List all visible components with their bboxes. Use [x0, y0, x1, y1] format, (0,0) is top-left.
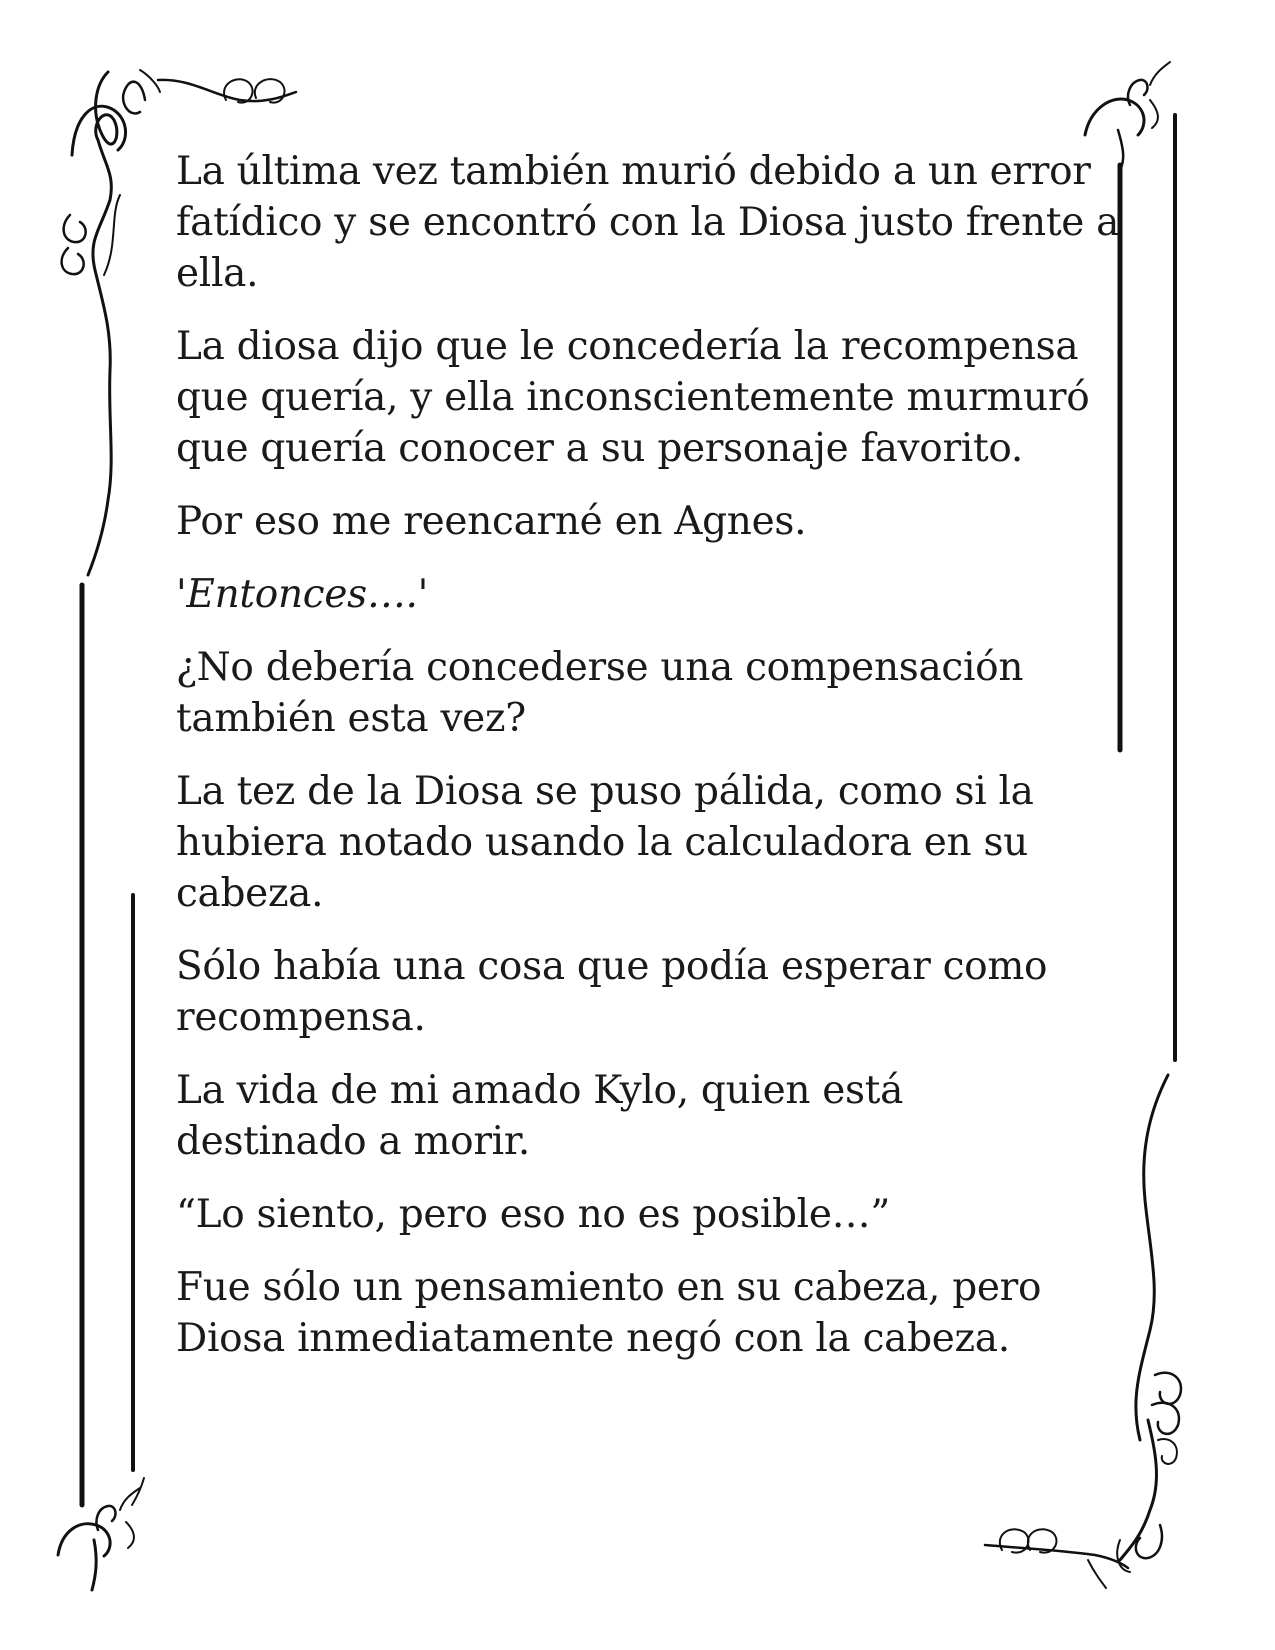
- text-line: Fue sólo un pensamiento en su cabeza, pero: [176, 1265, 1042, 1310]
- story-paragraph: [176, 642, 1096, 744]
- text-line: también esta vez?: [176, 696, 526, 741]
- story-paragraph: [176, 569, 1096, 620]
- text-line: ¿No debería concederse una compensación: [176, 645, 1024, 690]
- top-right-flourish: [1085, 62, 1170, 170]
- text-line: cabeza.: [176, 871, 324, 916]
- story-paragraph: [176, 1262, 1096, 1364]
- text-line: Sólo había una cosa que podía esperar como: [176, 944, 1048, 989]
- story-paragraph: [176, 1189, 1096, 1240]
- text-line: que quería conocer a su personaje favorito.: [176, 426, 1023, 471]
- bottom-left-flourish: [58, 1478, 144, 1590]
- text-line: hubiera notado usando la calculadora en su: [176, 820, 1028, 865]
- story-paragraph: [176, 496, 1096, 547]
- story-paragraph: [176, 766, 1096, 919]
- text-line: 'Entonces….': [176, 572, 429, 617]
- text-line: La tez de la Diosa se puso pálida, como si la: [176, 769, 1034, 814]
- story-paragraph: [176, 941, 1096, 1043]
- story-text-column: [176, 146, 1120, 1386]
- text-line: que quería, y ella inconscientemente murmuró: [176, 375, 1090, 420]
- story-paragraph: [176, 321, 1096, 474]
- text-line: Por eso me reencarné en Agnes.: [176, 499, 807, 544]
- text-line: “Lo siento, pero eso no es posible…”: [176, 1192, 890, 1237]
- text-line: recompensa.: [176, 995, 426, 1040]
- text-line: destinado a morir.: [176, 1119, 530, 1164]
- text-line: ella.: [176, 251, 259, 296]
- text-line: La vida de mi amado Kylo, quien está: [176, 1068, 904, 1113]
- text-line: fatídico y se encontró con la Diosa justo frente a: [176, 200, 1120, 245]
- text-line: La diosa dijo que le concedería la recompensa: [176, 324, 1079, 369]
- story-paragraph: [176, 1065, 1096, 1167]
- story-paragraph: [176, 146, 1120, 299]
- text-line: Diosa inmediatamente negó con la cabeza.: [176, 1316, 1010, 1361]
- text-line: La última vez también murió debido a un error: [176, 149, 1091, 194]
